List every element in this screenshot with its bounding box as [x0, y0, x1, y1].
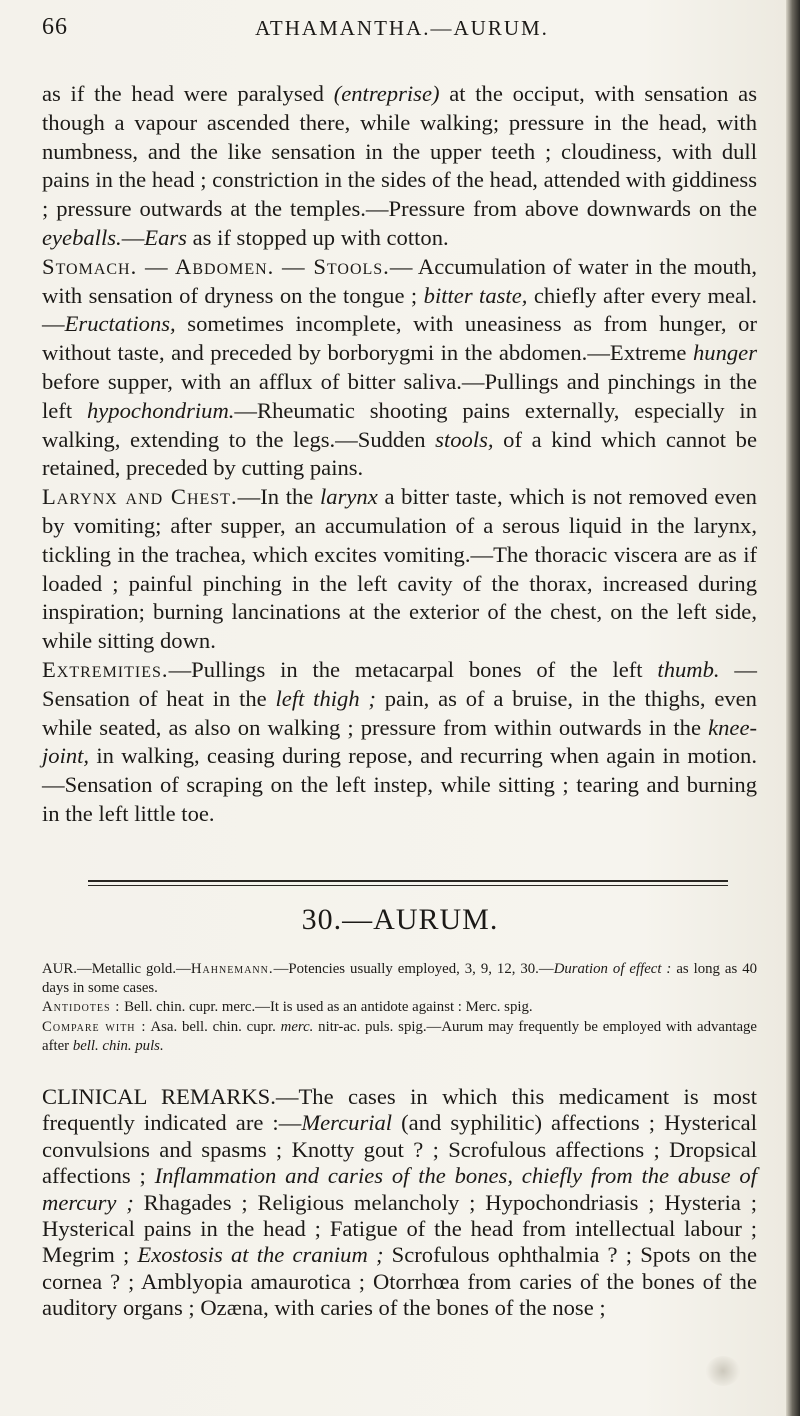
text-span: —Pullings in the metacarpal bones of the left	[168, 656, 658, 682]
text-span: —In the	[237, 484, 321, 510]
clinical-paragraph	[42, 1084, 757, 1322]
section-divider-thick	[88, 880, 728, 882]
italic-span: thumb.	[657, 656, 720, 682]
text-span: —Metallic gold.—	[76, 961, 191, 977]
italic-span: eyeballs.	[42, 224, 122, 250]
italic-span: Eructations,	[64, 311, 176, 337]
italic-span: bell. chin. puls.	[72, 1037, 164, 1054]
text-span: pain, as of a bruise, in the thighs, even while seated, as also on walking ; pressure from within outwards in the	[42, 685, 757, 740]
section-divider-thin	[88, 885, 728, 886]
italic-span: merc.	[280, 1018, 314, 1035]
italic-span: Exostosis at the cranium ;	[137, 1242, 384, 1268]
italic-span: knee-joint,	[42, 714, 757, 769]
italic-span: hypochondrium.	[86, 397, 235, 423]
text-span: —Rheumatic shooting pains externally, especially in walking, extending to the legs.—Sudden	[42, 397, 757, 452]
page-header	[42, 14, 762, 54]
text-span: —	[121, 224, 145, 250]
author-name: Hahnemann.	[190, 961, 274, 977]
italic-span: Inflammation and caries of the bones, chiefly from the abuse of mercury ;	[42, 1163, 757, 1215]
italic-span: Ears	[144, 224, 187, 250]
text-span: sometimes incomplete, with uneasiness as from hunger, or without taste, and preceded by borborygmi in the abdomen.—Extreme	[42, 311, 757, 366]
text-span: nitr-ac. puls. spig.—Aurum may frequently be employed with advantage after	[42, 1018, 757, 1054]
italic-span: hunger	[692, 340, 757, 366]
text-span: before supper, with an afflux of bitter saliva.—Pullings and pinchings in the left	[42, 368, 757, 423]
page-number: 66	[42, 14, 68, 40]
paper-stain	[706, 1356, 740, 1386]
text-span: a bitter taste, which is not removed even by vomiting; after supper, an accumulation of a serous liquid in the larynx, tickling in the trachea, which excites vomiting.—The thoracic viscera are as if loaded ; painful pinching in the left cavity of the thorax, increased during inspiration; burning lancinations at the exterior of the chest, on the left side, while sitting down.	[42, 484, 757, 654]
larynx-paragraph	[42, 483, 757, 656]
stomach-paragraph	[42, 253, 757, 483]
italic-span: stools,	[435, 426, 494, 452]
text-span: as long as 40 days in some cases.	[42, 961, 757, 997]
remedy-source-line	[42, 960, 757, 998]
text-span: in walking, ceasing during repose, and recurring when again in motion.—Sensation of scraping on the left instep, while sitting ; tearing and burning in the left little toe.	[42, 743, 757, 826]
text-span: — Accumulation of water in the mouth, with sensation of dryness on the tongue ;	[42, 253, 757, 308]
text-span: —The cases in which this medicament is most frequently indicated are :—	[42, 1084, 757, 1136]
text-span: as if stopped up with cotton.	[186, 224, 449, 250]
clinical-heading: CLINICAL REMARKS.	[42, 1084, 276, 1109]
antidotes-line	[42, 998, 757, 1017]
text-span: —Sensation of heat in the	[42, 656, 757, 711]
text-span: chiefly after every meal.—	[42, 282, 758, 337]
stomach-heading: Stomach. — Abdomen. — Stools.	[42, 253, 390, 279]
extremities-heading: Extremities.	[42, 656, 169, 682]
text-span: Scrofulous ophthalmia ? ; Spots on the cornea ? ; Amblyopia amaurotica ; Otorrhœa from caries of the bones of the auditory organs ; Ozæna, with caries of the bones of the nose ;	[42, 1242, 757, 1321]
section-title: 30.—AURUM.	[301, 903, 499, 936]
remedy-summary	[42, 960, 757, 1056]
text-span: Asa. bell. chin. cupr.	[146, 1018, 281, 1035]
head-symptoms-paragraph	[42, 80, 757, 253]
italic-span: left thigh ;	[275, 685, 376, 711]
antidotes-label: Antidotes :	[42, 999, 121, 1016]
italic-span: (entreprise)	[333, 81, 440, 106]
compare-line	[42, 1018, 757, 1056]
remedy-abbreviation: AUR.	[42, 961, 77, 977]
running-head: ATHAMANTHA.—AURUM.	[255, 16, 549, 40]
clinical-remarks	[42, 1084, 757, 1322]
text-span: as if the head were paralysed	[42, 81, 334, 106]
italic-span: larynx	[320, 484, 378, 510]
larynx-heading: Larynx and Chest.	[42, 484, 238, 510]
symptoms-text	[42, 80, 757, 829]
compare-label: Compare with :	[42, 1018, 147, 1035]
italic-span: bitter taste,	[423, 282, 528, 308]
italic-span: Duration of effect :	[553, 961, 672, 977]
extremities-paragraph	[42, 656, 757, 829]
italic-span: Mercurial	[301, 1110, 393, 1136]
page-edge-shadow	[786, 0, 800, 1416]
text-span: Rhagades ; Religious melancholy ; Hypochondriasis ; Hysteria ; Hysterical pains in the head ; Fatigue of the head from intellectual labour ; Megrim ;	[42, 1189, 757, 1268]
text-span: —Potencies usually employed, 3, 9, 12, 30.—	[273, 961, 554, 977]
text-span: Bell. chin. cupr. merc.—It is used as an antidote against : Merc. spig.	[120, 999, 533, 1016]
text-span: of a kind which cannot be retained, preceded by cutting pains.	[42, 426, 757, 481]
text-span: (and syphilitic) affections ; Hysterical convulsions and spasms ; Knotty gout ? ; Scrofulous affections ; Dropsical affections ;	[42, 1110, 757, 1189]
text-span: at the occiput, with sensation as though a vapour ascended there, while walking; pressure in the head, with numbness, and the like sensation in the upper teeth ; cloudiness, with dull pains in the head ; constriction in the sides of the head, attended with giddiness ; pressure outwards at the temples.—Pressure from above downwards on the	[42, 81, 757, 222]
